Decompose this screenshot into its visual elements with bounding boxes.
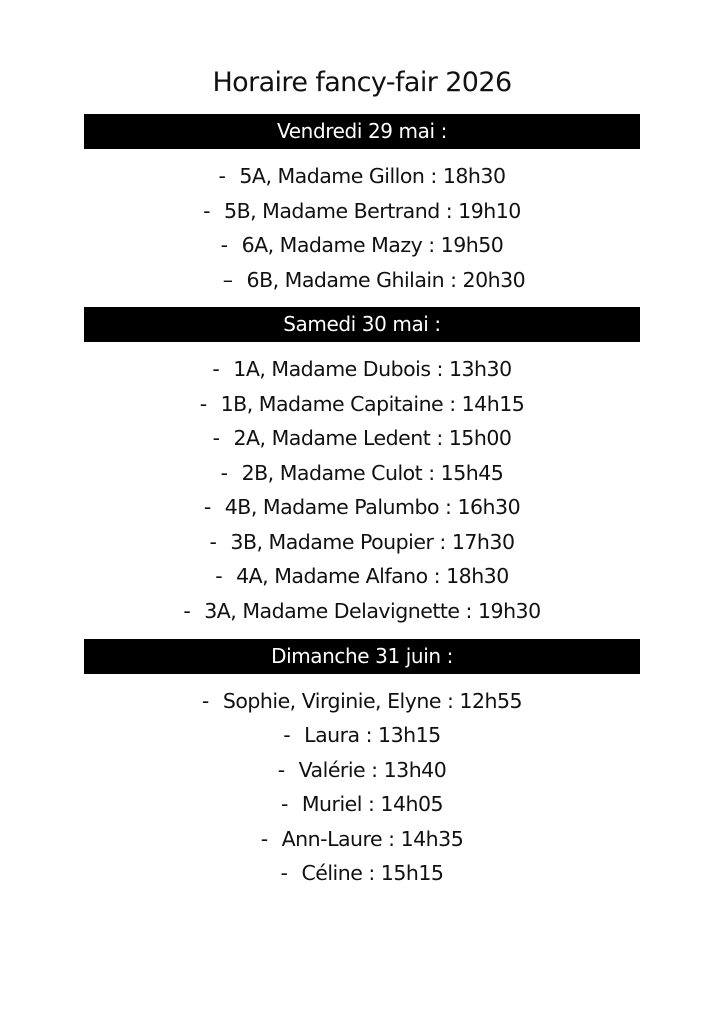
schedule-entry — [12, 263, 724, 297]
schedule-entry — [0, 456, 724, 490]
section-heading-friday: Vendredi 29 mai : — [84, 114, 640, 149]
entry-text: Sophie, Virginie, Elyne : 12h55 — [222, 689, 523, 713]
entry-dash: - — [220, 233, 228, 257]
schedule-entry — [0, 490, 724, 524]
schedule-entry — [0, 594, 724, 628]
schedule-entry — [0, 525, 724, 559]
entry-text: Muriel : 14h05 — [301, 792, 444, 816]
entry-dash: - — [203, 199, 211, 223]
schedule-entry — [0, 822, 724, 856]
entry-text: Céline : 15h15 — [301, 861, 444, 885]
schedule-entry — [0, 559, 724, 593]
entry-dash: - — [220, 461, 228, 485]
entry-text: 5B, Madame Bertrand : 19h10 — [224, 199, 521, 223]
entry-text: 5A, Madame Gillon : 18h30 — [239, 164, 506, 188]
entry-text: Laura : 13h15 — [304, 723, 441, 747]
entry-dash: - — [212, 357, 220, 381]
entry-text: 3A, Madame Delavignette : 19h30 — [204, 599, 541, 623]
entry-text: 6B, Madame Ghilain : 20h30 — [246, 268, 526, 292]
entry-dash: - — [280, 792, 288, 816]
entry-text: 1A, Madame Dubois : 13h30 — [233, 357, 512, 381]
schedule-entry — [0, 228, 724, 262]
section-heading-sunday: Dimanche 31 juin : — [84, 639, 640, 674]
entry-dash: - — [212, 426, 220, 450]
entry-text: 4B, Madame Palumbo : 16h30 — [224, 495, 521, 519]
entry-dash: - — [218, 164, 226, 188]
schedule-entry — [0, 352, 724, 386]
entry-text: 4A, Madame Alfano : 18h30 — [236, 564, 509, 588]
schedule-entry — [0, 787, 724, 821]
entry-text: Valérie : 13h40 — [298, 758, 447, 782]
schedule-entry — [0, 856, 724, 890]
entry-dash: - — [183, 599, 191, 623]
entry-text: 2A, Madame Ledent : 15h00 — [233, 426, 512, 450]
entry-text: 1B, Madame Capitaine : 14h15 — [220, 392, 525, 416]
section-heading-saturday: Samedi 30 mai : — [84, 307, 640, 342]
entry-text: 3B, Madame Poupier : 17h30 — [230, 530, 515, 554]
entry-dash: - — [277, 758, 285, 782]
schedule-entry — [0, 194, 724, 228]
entry-dash: - — [199, 392, 207, 416]
schedule-entry — [0, 718, 724, 752]
page-title: Horaire fancy-fair 2026 — [212, 67, 512, 98]
entry-text: 6A, Madame Mazy : 19h50 — [241, 233, 504, 257]
schedule-entry — [0, 387, 724, 421]
entry-dash: – — [222, 268, 233, 292]
schedule-entry — [0, 421, 724, 455]
entry-dash: - — [280, 861, 288, 885]
schedule-entry — [0, 753, 724, 787]
entry-dash: - — [201, 689, 209, 713]
entry-dash: - — [203, 495, 211, 519]
entry-text: Ann-Laure : 14h35 — [281, 827, 464, 851]
entry-dash: - — [209, 530, 217, 554]
entry-dash: - — [215, 564, 223, 588]
entry-dash: - — [260, 827, 268, 851]
schedule-entry — [0, 159, 724, 193]
entry-text: 2B, Madame Culot : 15h45 — [241, 461, 504, 485]
entry-dash: - — [283, 723, 291, 747]
schedule-entry — [0, 684, 724, 718]
